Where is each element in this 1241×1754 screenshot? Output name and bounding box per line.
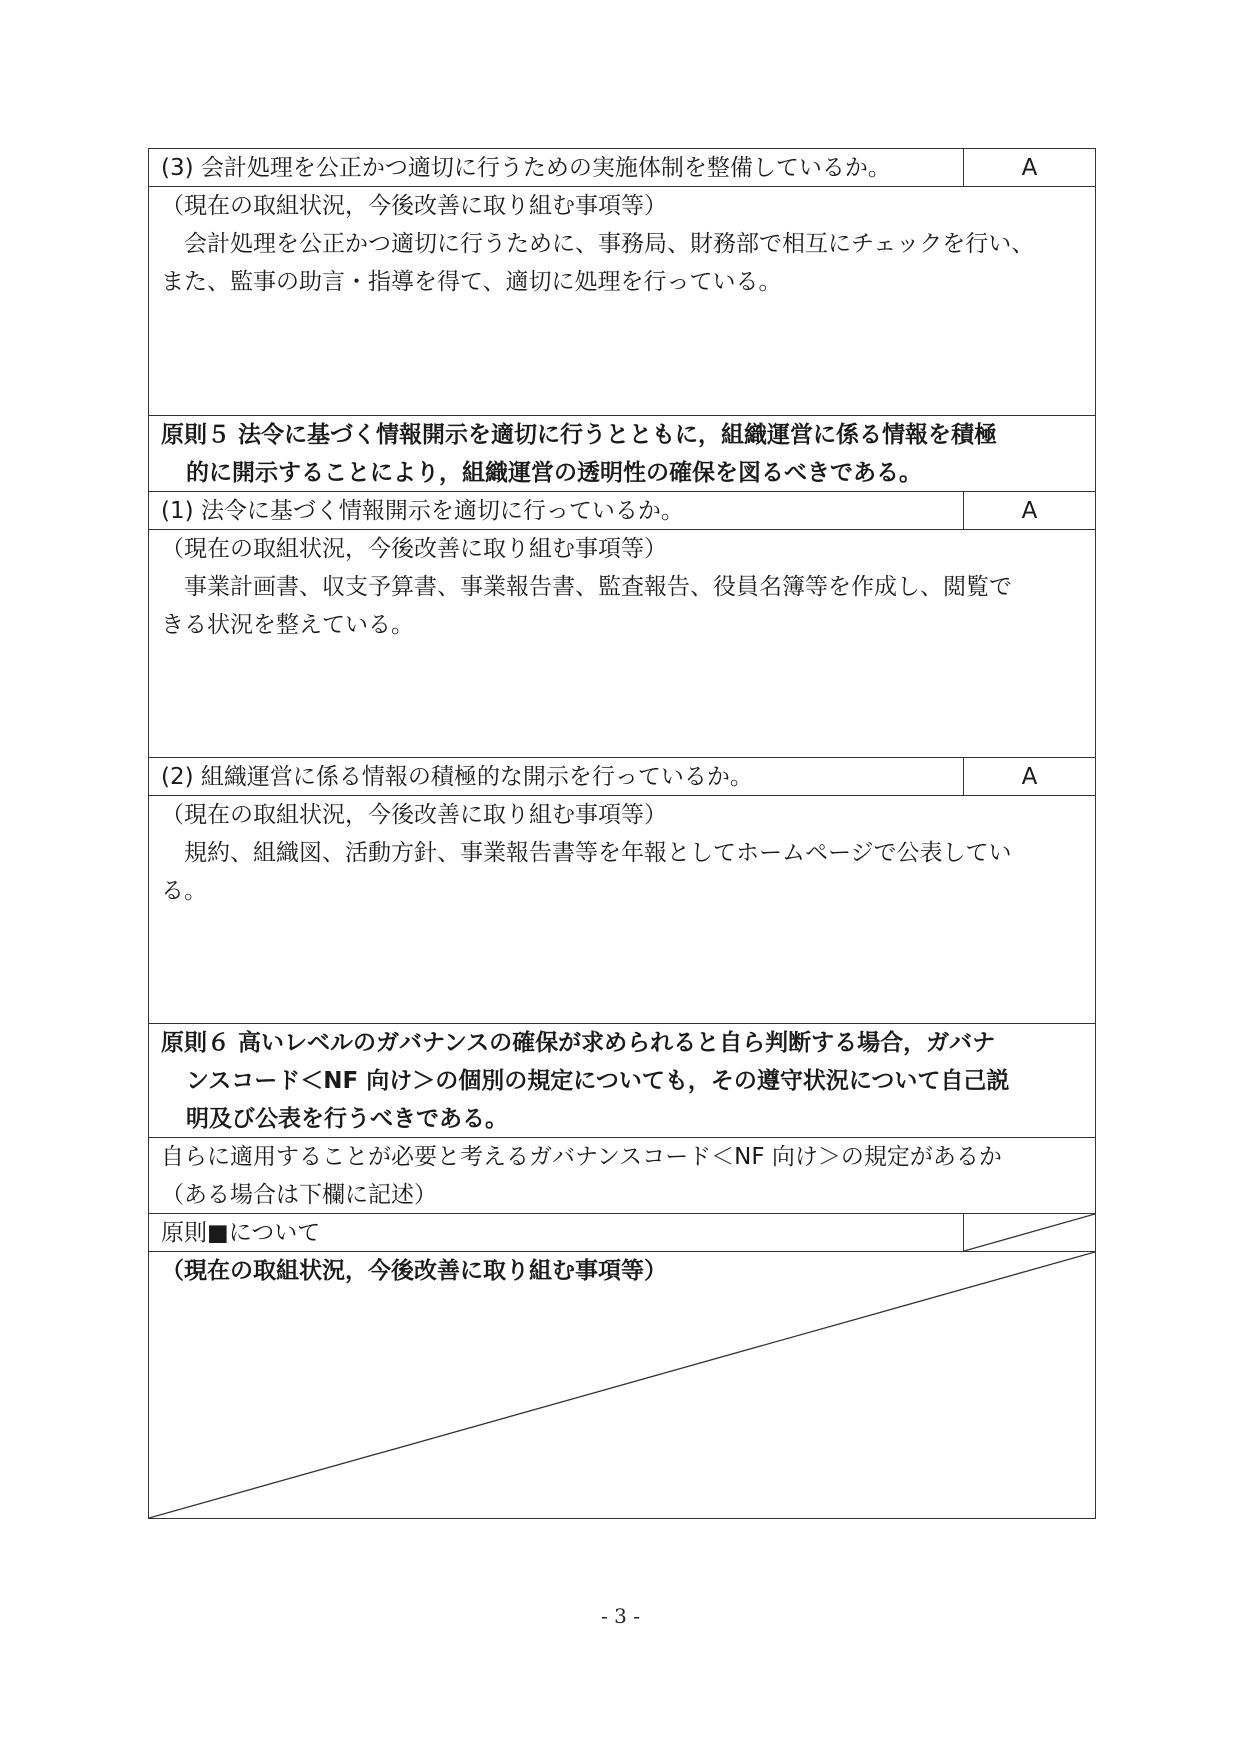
answer-cell-5-1 bbox=[149, 530, 1095, 758]
description-line: また、監事の助言・指導を得て、適切に処理を行っている。 bbox=[161, 269, 782, 295]
slashed-answer-cell bbox=[149, 1252, 1095, 1518]
condition-label: （現在の取組状況，今後改善に取り組む事項等） bbox=[161, 1258, 667, 1284]
condition-label: （現在の取組状況，今後改善に取り組む事項等） bbox=[161, 193, 667, 219]
applicability-line: （ある場合は下欄に記述） bbox=[161, 1182, 437, 1208]
principle-5-text: 原則５ 法令に基づく情報開示を適切に行うとともに，組織運営に係る情報を積極 的に開示することにより，組織運営の透明性の確保を図るべきである。 bbox=[161, 422, 998, 486]
answer-cell-3 bbox=[149, 187, 1095, 416]
grade-cell: A bbox=[963, 492, 1095, 529]
description-line: 事業計画書、収支予算書、事業報告書、監査報告、役員名簿等を作成し、閲覧で bbox=[184, 574, 1012, 600]
applicability-row bbox=[149, 1138, 1095, 1214]
question-text: (2) 組織運営に係る情報の積極的な開示を行っているか。 bbox=[161, 764, 753, 790]
principle-ref-text: 原則■について bbox=[161, 1220, 321, 1246]
grade-cell: A bbox=[963, 758, 1095, 795]
diagonal-slash bbox=[149, 1252, 1095, 1518]
diagonal-slash bbox=[964, 1214, 1095, 1251]
principle-ref-row bbox=[149, 1214, 1095, 1252]
page-number: - 3 - bbox=[601, 1604, 640, 1628]
description-line: 規約、組織図、活動方針、事業報告書等を年報としてホームページで公表してい bbox=[184, 840, 1012, 866]
grade-cell: A bbox=[963, 149, 1095, 186]
question-row-3 bbox=[149, 149, 1095, 187]
principle-6-heading bbox=[149, 1024, 1095, 1138]
description-line: る。 bbox=[161, 878, 207, 904]
question-text: (3) 会計処理を公正かつ適切に行うための実施体制を整備しているか。 bbox=[161, 155, 891, 181]
question-row-5-1 bbox=[149, 492, 1095, 530]
question-text: (1) 法令に基づく情報開示を適切に行っているか。 bbox=[161, 498, 684, 524]
principle-6-text: 原則６ 高いレベルのガバナンスの確保が求められると自ら判断する場合，ガバナ ンスコード＜NF 向け＞の個別の規定についても，その遵守状況について自己説 明及び公表を行うべきである。 bbox=[161, 1030, 1010, 1132]
description-line: 会計処理を公正かつ適切に行うために、事務局、財務部で相互にチェックを行い、 bbox=[184, 231, 1035, 257]
governance-table bbox=[148, 148, 1096, 1519]
answer-cell-5-2 bbox=[149, 796, 1095, 1024]
principle-5-heading bbox=[149, 416, 1095, 492]
condition-label: （現在の取組状況，今後改善に取り組む事項等） bbox=[161, 536, 667, 562]
condition-label: （現在の取組状況，今後改善に取り組む事項等） bbox=[161, 802, 667, 828]
slashed-grade-cell bbox=[963, 1214, 1095, 1251]
applicability-line: 自らに適用することが必要と考えるガバナンスコード＜NF 向け＞の規定があるか bbox=[161, 1144, 1002, 1170]
question-row-5-2 bbox=[149, 758, 1095, 796]
description-line: きる状況を整えている。 bbox=[161, 612, 414, 638]
